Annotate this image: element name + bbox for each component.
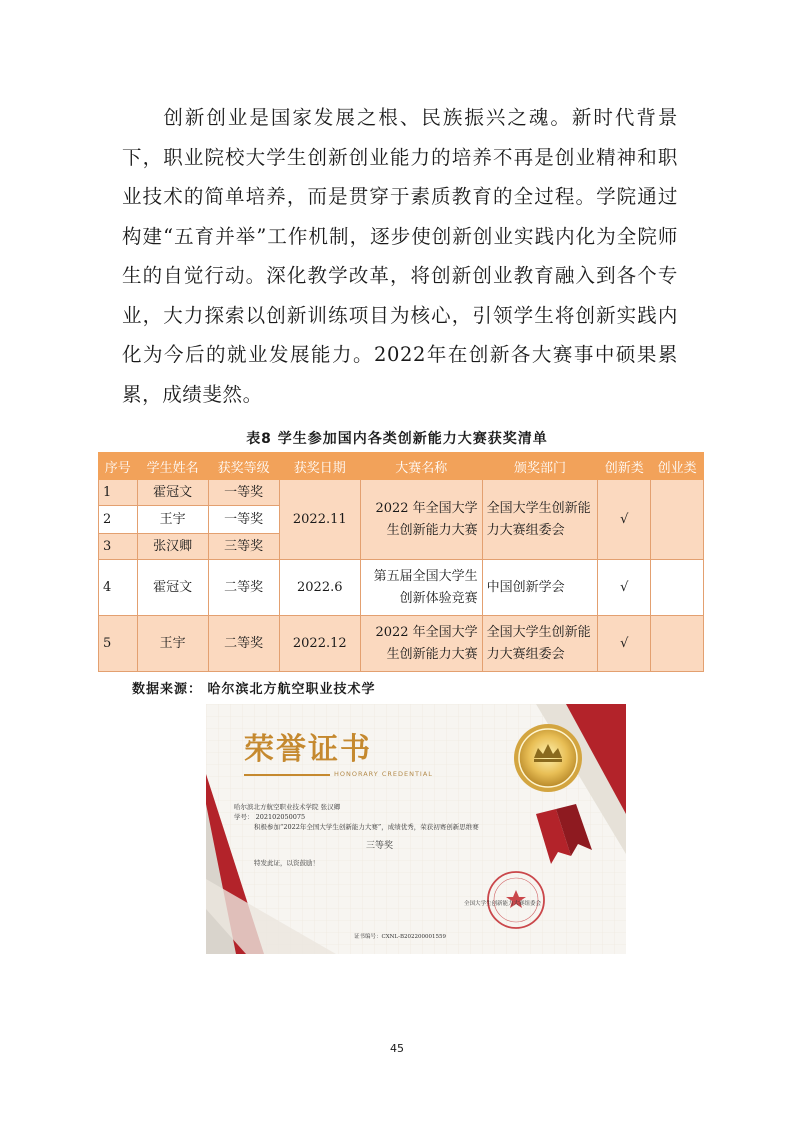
cell-level: 二等奖 xyxy=(208,560,279,616)
cell-dept: 中国创新学会 xyxy=(482,560,598,616)
cell-dept: 全国大学生创新能力大赛组委会 xyxy=(482,480,598,560)
cell-date: 2022.12 xyxy=(279,616,360,672)
header-contest: 大赛名称 xyxy=(360,453,482,480)
cert-student-id: 学号： 202102050075 xyxy=(234,813,306,821)
cell-no: 2 xyxy=(99,506,138,534)
cell-no: 4 xyxy=(99,560,138,616)
cell-contest: 2022 年全国大学生创新能力大赛 xyxy=(360,480,482,560)
table-caption: 表8 学生参加国内各类创新能力大赛获奖清单 xyxy=(246,431,548,447)
cell-name: 霍冠文 xyxy=(137,480,208,506)
cell-level: 三等奖 xyxy=(208,534,279,560)
certificate-image xyxy=(206,704,626,954)
title-underline xyxy=(244,774,330,776)
cell-innovation: √ xyxy=(598,560,651,616)
cell-name: 霍冠文 xyxy=(137,560,208,616)
cell-innovation: √ xyxy=(598,616,651,672)
cert-recipient: 哈尔滨北方航空职业技术学院 张汉卿 xyxy=(234,803,341,811)
cell-no: 1 xyxy=(99,480,138,506)
body-paragraph xyxy=(122,98,678,414)
cell-no: 3 xyxy=(99,534,138,560)
cell-date: 2022.11 xyxy=(279,480,360,560)
cert-award: 三等奖 xyxy=(366,841,394,851)
cell-contest: 第五届全国大学生创新体验竞赛 xyxy=(360,560,482,616)
cert-number: 证书编号：CXNL-B202200001559 xyxy=(354,934,446,940)
cell-level: 一等奖 xyxy=(208,480,279,506)
header-level: 获奖等级 xyxy=(208,453,279,480)
cell-innovation: √ xyxy=(598,480,651,560)
header-startup: 创业类 xyxy=(651,453,704,480)
cert-issuer: 全国大学生创新能力大赛组委会 xyxy=(464,901,542,907)
cell-no: 5 xyxy=(99,616,138,672)
table-header-row xyxy=(99,453,704,480)
certificate-subtitle: HONORARY CREDENTIAL xyxy=(334,770,433,778)
cell-startup xyxy=(651,560,704,616)
cell-level: 一等奖 xyxy=(208,506,279,534)
header-dept: 颁奖部门 xyxy=(482,453,598,480)
header-date: 获奖日期 xyxy=(279,453,360,480)
cell-startup xyxy=(651,616,704,672)
cell-date: 2022.6 xyxy=(279,560,360,616)
cell-name: 王宇 xyxy=(137,506,208,534)
cert-closing: 特发此证，以资鼓励！ xyxy=(254,859,319,867)
cell-name: 王宇 xyxy=(137,616,208,672)
table-row xyxy=(99,616,704,672)
page-number: 45 xyxy=(390,1042,404,1055)
cell-level: 二等奖 xyxy=(208,616,279,672)
table-row xyxy=(99,480,704,506)
header-innovation: 创新类 xyxy=(598,453,651,480)
cell-name: 张汉卿 xyxy=(137,534,208,560)
awards-table xyxy=(98,452,704,672)
cell-startup xyxy=(651,480,704,560)
header-name: 学生姓名 xyxy=(137,453,208,480)
cert-description: 积极参加“2022年全国大学生创新能力大赛”，成绩优秀，荣获初赛创新思维赛 xyxy=(254,823,479,831)
cell-contest: 2022 年全国大学生创新能力大赛 xyxy=(360,616,482,672)
table-row xyxy=(99,560,704,616)
certificate-title: 荣誉证书 xyxy=(244,732,372,767)
cell-dept: 全国大学生创新能力大赛组委会 xyxy=(482,616,598,672)
header-no: 序号 xyxy=(99,453,138,480)
data-source: 数据来源： 哈尔滨北方航空职业技术学 xyxy=(132,682,376,697)
paragraph-text: 创新创业是国家发展之根、民族振兴之魂。新时代背景下，职业院校大学生创新创业能力的培养不再是创业精神和职业技术的简单培养，而是贯穿于素质教育的全过程。学院通过构建“五育并举”工作机制，逐步使创新创业实践内化为全院师生的自觉行动。深化教学改革，将创新创业教育融入到各个专业，大力探索以创新训练项目为核心，引领学生将创新实践内化为今后的就业发展能力。2022年在创新各大赛事中硕果累累，成绩斐然。 xyxy=(122,106,678,406)
